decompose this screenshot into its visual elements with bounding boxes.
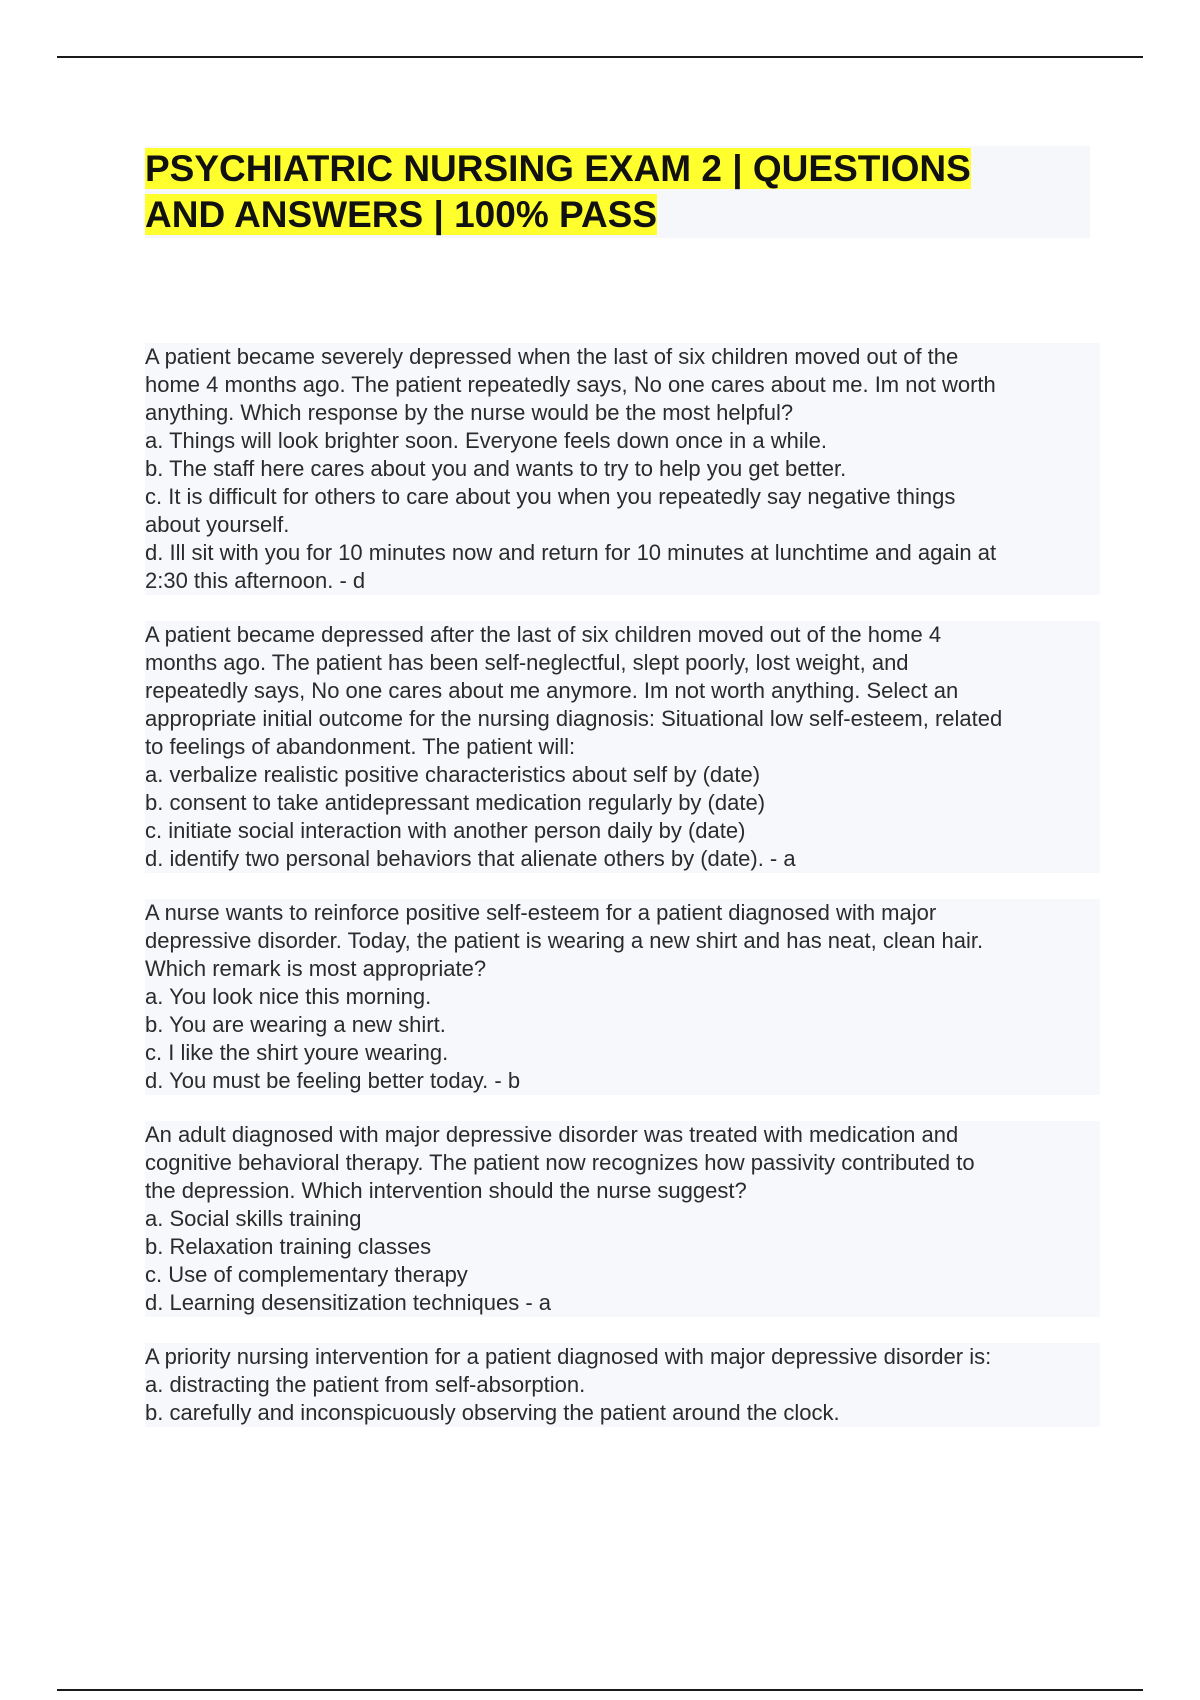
top-rule (57, 56, 1143, 58)
title-line-2: AND ANSWERS | 100% PASS (145, 194, 658, 235)
question-2 (145, 621, 1100, 873)
option-line: a. Things will look brighter soon. Everyone feels down once in a while. (145, 428, 827, 453)
title-block (145, 146, 1090, 238)
question-line: Which remark is most appropriate? (145, 956, 487, 981)
question-line: repeatedly says, No one cares about me anymore. Im not worth anything. Select an (145, 678, 959, 703)
option-line: a. You look nice this morning. (145, 984, 432, 1009)
question-line: months ago. The patient has been self-neglectful, slept poorly, lost weight, and (145, 650, 909, 675)
question-line: anything. Which response by the nurse would be the most helpful? (145, 400, 794, 425)
option-line: a. Social skills training (145, 1206, 362, 1231)
question-line: cognitive behavioral therapy. The patient now recognizes how passivity contributed to (145, 1150, 975, 1175)
answer-line: d. identify two personal behaviors that alienate others by (date). - a (145, 846, 796, 871)
option-line: c. It is difficult for others to care about you when you repeatedly say negative things (145, 484, 956, 509)
option-line: b. The staff here cares about you and wants to try to help you get better. (145, 456, 847, 481)
option-line: b. You are wearing a new shirt. (145, 1012, 446, 1037)
option-line: a. distracting the patient from self-absorption. (145, 1372, 586, 1397)
question-line: A patient became depressed after the last of six children moved out of the home 4 (145, 622, 942, 647)
option-line: a. verbalize realistic positive characteristics about self by (date) (145, 762, 761, 787)
question-line: appropriate initial outcome for the nursing diagnosis: Situational low self-esteem, related (145, 706, 1003, 731)
question-line: A patient became severely depressed when the last of six children moved out of the (145, 344, 959, 369)
question-line: depressive disorder. Today, the patient is wearing a new shirt and has neat, clean hair. (145, 928, 984, 953)
question-line: the depression. Which intervention should the nurse suggest? (145, 1178, 747, 1203)
option-line: c. I like the shirt youre wearing. (145, 1040, 449, 1065)
question-line: home 4 months ago. The patient repeatedly says, No one cares about me. Im not worth (145, 372, 996, 397)
answer-line: d. You must be feeling better today. - b (145, 1068, 521, 1093)
option-line: b. Relaxation training classes (145, 1234, 432, 1259)
question-1 (145, 343, 1100, 595)
answer-line: 2:30 this afternoon. - d (145, 568, 366, 593)
question-4 (145, 1121, 1100, 1317)
question-5 (145, 1343, 1100, 1427)
questions-list (145, 343, 1100, 1453)
option-line: b. consent to take antidepressant medication regularly by (date) (145, 790, 766, 815)
question-line: A nurse wants to reinforce positive self-esteem for a patient diagnosed with major (145, 900, 937, 925)
question-3 (145, 899, 1100, 1095)
option-line: b. carefully and inconspicuously observing the patient around the clock. (145, 1400, 840, 1425)
document-title (145, 146, 1090, 238)
option-line: c. Use of complementary therapy (145, 1262, 468, 1287)
bottom-rule (57, 1689, 1143, 1691)
question-line: An adult diagnosed with major depressive disorder was treated with medication and (145, 1122, 959, 1147)
option-line: d. Ill sit with you for 10 minutes now and return for 10 minutes at lunchtime and again at (145, 540, 997, 565)
title-line-1: PSYCHIATRIC NURSING EXAM 2 | QUESTIONS (145, 148, 971, 189)
option-line: c. initiate social interaction with another person daily by (date) (145, 818, 746, 843)
answer-line: d. Learning desensitization techniques - a (145, 1290, 552, 1315)
question-line: A priority nursing intervention for a patient diagnosed with major depressive disorder is: (145, 1344, 992, 1369)
question-line: to feelings of abandonment. The patient will: (145, 734, 576, 759)
option-line: about yourself. (145, 512, 290, 537)
